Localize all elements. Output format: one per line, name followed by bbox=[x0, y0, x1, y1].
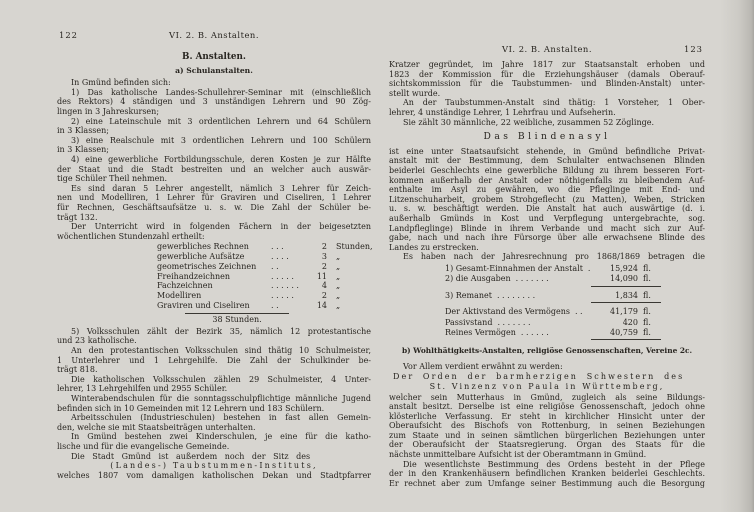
text-line: beiderlei Geschlechts eine gewerbliche Bildung zu ihrem besseren Fort- bbox=[389, 165, 705, 175]
page-header-right bbox=[389, 44, 705, 54]
currency-unit: fl. bbox=[643, 290, 651, 300]
text-line: Es sind daran 5 Lehrer angestellt, nämlich 3 Lehrer für Zeich- bbox=[71, 183, 371, 193]
hours-subject-label: gewerbliche Aufsätze bbox=[157, 252, 245, 262]
dot-leader: . . bbox=[574, 307, 583, 317]
text-line: 2) eine Lateinschule mit 3 ordentlichen Lehrern und 64 Schülern bbox=[71, 116, 371, 126]
currency-unit: fl. bbox=[643, 327, 651, 337]
page-header-left bbox=[57, 30, 371, 40]
finance-table-row bbox=[445, 291, 659, 301]
text-line: Vor Allem verdient erwähnt zu werden: bbox=[403, 361, 563, 371]
spaced-heading: Das Blindenasyl bbox=[483, 131, 611, 143]
text-line: Die katholischen Volksschulen zählen 29 Schulmeister, 4 Unter- bbox=[71, 374, 371, 384]
hours-table-row bbox=[157, 242, 371, 252]
finance-table-row bbox=[445, 318, 659, 328]
text-line: lehrer, 13 Lehrgehilfen und 2955 Schüler. bbox=[57, 384, 228, 394]
text-line: Kratzer gegründet, im Jahre 1817 zur Staatsanstalt erhoben und bbox=[389, 60, 705, 69]
dot-leader: . . . . bbox=[271, 252, 289, 262]
text-line: In Gmünd bestehen zwei Kinderschulen, je eine für die katho- bbox=[71, 432, 371, 442]
text-line: den, welche sie mit Staatsbeiträgen unterhalten. bbox=[57, 422, 256, 432]
page-right bbox=[389, 44, 705, 488]
finance-table-row bbox=[445, 328, 659, 338]
text-line: Winterabendschulen für die sonntagsschulpflichtige männliche Jugend bbox=[71, 394, 371, 404]
page-body-left bbox=[57, 53, 371, 480]
text-line: Es haben nach der Jahresrechnung pro 1868/1869 betragen die bbox=[403, 252, 705, 262]
currency-unit: fl. bbox=[643, 307, 651, 317]
sum-rule bbox=[591, 339, 661, 340]
finance-label: Der Aktivstand des Vermögens bbox=[445, 307, 570, 317]
text-line: des Rektors) 4 ständigen und 3 unständigen Lehrern und 90 Zög- bbox=[57, 97, 371, 107]
finance-table-row bbox=[445, 307, 659, 317]
text-line: kommen außerhalb der Anstalt oder nöthigenfalls zu bleibendem Auf- bbox=[389, 175, 705, 185]
dot-leader: . . . . . bbox=[271, 291, 294, 301]
finance-value: 420 bbox=[622, 317, 638, 327]
text-line: 1823 der Kommission für die Erziehungshäuser (damals Oberauf- bbox=[389, 69, 705, 79]
finance-value: 40,759 bbox=[610, 327, 638, 337]
text-line: gabe, nach und nach ihre Fürsorge über alle erwachsene Blinde des bbox=[389, 233, 705, 243]
finance-label: Reines Vermögen bbox=[445, 327, 516, 337]
text-line: der Oberaufsicht der Staatsregierung. Organ des Staats für die bbox=[389, 440, 705, 450]
text-line: Sie zählt 30 männliche, 22 weibliche, zusammen 52 Zöglinge. bbox=[403, 117, 655, 127]
dot-leader: . bbox=[587, 263, 591, 273]
hours-value: 2 bbox=[321, 291, 327, 301]
currency-unit: fl. bbox=[643, 317, 651, 327]
text-line: In Gmünd befinden sich: bbox=[71, 78, 171, 88]
hours-value: 2 bbox=[321, 242, 327, 252]
text-line: ist eine unter Staatsaufsicht stehende, in Gmünd befindliche Privat- bbox=[389, 146, 705, 156]
text-line: in 3 Klassen; bbox=[57, 145, 109, 155]
hours-table-row bbox=[157, 281, 371, 291]
finance-label: 3) Remanet bbox=[445, 290, 492, 300]
hours-subject-label: Freihandzeichnen bbox=[157, 271, 231, 281]
finance-label: 1) Gesamt-Einnahmen der Anstalt bbox=[445, 263, 583, 273]
text-line: lische und für die evangelische Gemeinde. bbox=[57, 441, 230, 451]
hours-table-row bbox=[157, 272, 371, 282]
section-heading: B. Anstalten. bbox=[182, 52, 246, 62]
dot-leader: . . bbox=[271, 301, 279, 311]
text-line: 4) eine gewerbliche Fortbildungsschule, deren Kosten je zur Hälfte bbox=[71, 154, 371, 164]
hours-total: 38 Stunden. bbox=[212, 314, 262, 324]
dot-leader: . . . . . . bbox=[520, 327, 549, 337]
text-line: wöchentlichen Stundenzahl ertheilt: bbox=[57, 231, 205, 241]
hours-unit: „ bbox=[336, 252, 341, 262]
dot-leader: . . . . . . bbox=[271, 281, 299, 291]
text-line: zum Staate und in seinen sämtlichen bürgerlichen Beziehungen unter bbox=[389, 430, 705, 440]
hours-subject-label: gewerbliches Rechnen bbox=[157, 242, 249, 252]
hours-table-row bbox=[157, 262, 371, 272]
page-left bbox=[57, 30, 371, 480]
dot-leader: . . bbox=[271, 261, 279, 271]
text-line: Er rechnet aber zum Umfange seiner Bestimmung auch die Besorgung bbox=[389, 478, 705, 488]
hours-table-row bbox=[157, 291, 371, 301]
centered-spaced-line: (Landes-) Taubstummen-Instituts, bbox=[110, 461, 318, 471]
hours-value: 2 bbox=[321, 261, 327, 271]
text-line: tige Schüler Theil nehmen. bbox=[57, 174, 168, 184]
text-line: Landpfleglinge) Blinde in ihrem Verbande und macht sich zur Auf- bbox=[389, 223, 705, 233]
page-number-left: 122 bbox=[59, 30, 78, 40]
finance-table-row bbox=[445, 274, 659, 284]
text-line: für Rechnen, Geschäftsaufsätze u. s. w. Die Zahl der Schüler be- bbox=[57, 202, 371, 212]
spaced-line: Der Orden der barmherzigen Schwestern des bbox=[393, 371, 685, 381]
text-line: 5) Volksschulen zählt der Bezirk 35, nämlich 12 protestantische bbox=[71, 326, 371, 336]
dot-leader: . . . . . . . bbox=[497, 317, 531, 327]
text-line: in 3 Klassen; bbox=[57, 126, 109, 136]
currency-unit: fl. bbox=[643, 274, 651, 284]
text-line: welches 1807 vom damaligen katholischen Dekan und Stadtpfarrer bbox=[57, 470, 371, 480]
subsection-heading: a) Schulanstalten. bbox=[175, 65, 253, 75]
spread-line: Die Stadt Gmünd ist außerdem noch der Sitz des bbox=[71, 451, 311, 461]
text-line: anstalt besitzt. Derselbe ist eine religiöse Genossenschaft, jedoch ohne bbox=[389, 402, 705, 412]
text-line: und 23 katholische. bbox=[57, 336, 137, 346]
hours-unit: „ bbox=[336, 291, 341, 301]
text-line: Litzenschuharbeit, grobem Strohgeflecht (zu Matten), Weben, Stricken bbox=[389, 194, 705, 204]
sum-rule bbox=[591, 302, 661, 303]
text-line: An der Taubstummen-Anstalt sind thätig: 1 Vorsteher, 1 Ober- bbox=[403, 98, 705, 108]
text-line: Landes zu erstrecken. bbox=[389, 242, 479, 252]
subsection-heading: b) Wohlthätigkeits-Anstalten, religiöse Genossenschaften, Vereine 2c. bbox=[401, 346, 693, 356]
hours-table-row bbox=[157, 301, 371, 311]
text-line: Arbeitsschulen (Industrieschulen) bestehen in fast allen Gemein- bbox=[71, 413, 371, 423]
hours-subject-label: geometrisches Zeichnen bbox=[157, 261, 257, 271]
text-line: befinden sich in 10 Gemeinden mit 12 Lehrern und 183 Schülern. bbox=[57, 403, 325, 413]
hours-subject-label: Graviren und Ciseliren bbox=[157, 301, 250, 311]
hours-table-row bbox=[157, 252, 371, 262]
finance-value: 15,924 bbox=[610, 263, 638, 273]
hours-unit: „ bbox=[336, 281, 341, 291]
text-line: trägt 132. bbox=[57, 212, 98, 222]
text-line: Oberaufsicht des Bischofs von Rottenburg, in seinen Beziehungen bbox=[389, 421, 705, 431]
text-line: der in den Krankenhäusern befindlichen Kranken beiderlei Geschlechts. bbox=[389, 469, 705, 479]
text-line: Der Unterricht wird in folgenden Fächern in der beigesetzten bbox=[71, 222, 371, 232]
text-line: trägt 818. bbox=[57, 365, 98, 375]
page-number-right: 123 bbox=[684, 44, 703, 54]
text-line: nen und Modelliren, 1 Lehrer für Graviren und Ciseliren, 1 Lehrer bbox=[57, 193, 371, 203]
dot-leader: . . . . . bbox=[271, 271, 294, 281]
finance-table bbox=[445, 264, 659, 340]
finance-value: 41,179 bbox=[610, 307, 638, 317]
text-line: u. s. w. beschäftigt werden. Die Anstalt hat auch auswärtige (d. i. bbox=[389, 204, 705, 214]
text-line: der Staat und die Stadt bestreiten und an welcher auch auswär- bbox=[57, 164, 371, 174]
hours-value: 4 bbox=[321, 281, 327, 291]
text-line: enthalte im Asyl zu gewähren, wo die Pfleglinge mit End- und bbox=[389, 185, 705, 195]
currency-unit: fl. bbox=[643, 263, 651, 273]
text-line: stellt wurde. bbox=[389, 88, 441, 98]
text-line: An den protestantischen Volksschulen sind thätig 10 Schulmeister, bbox=[71, 346, 371, 356]
text-line: sichtskommission für die Taubstummen- und Blinden-Anstalt) unter- bbox=[389, 79, 705, 89]
centered-spaced-line: St. Vinzenz von Paula in Württemberg, bbox=[429, 382, 665, 391]
finance-label: 2) die Ausgaben bbox=[445, 274, 511, 284]
text-line: außerhalb Gmünds in Kost und Verpflegung untergebrachte, sog. bbox=[389, 213, 705, 223]
page-body-right bbox=[389, 60, 705, 488]
hours-unit: „ bbox=[336, 301, 341, 311]
text-line: 3) eine Realschule mit 3 ordentlichen Lehrern und 100 Schülern bbox=[71, 135, 371, 145]
text-line: Die wesentlichste Bestimmung des Ordens besteht in der Pflege bbox=[403, 459, 705, 469]
sum-rule bbox=[591, 286, 661, 287]
text-line: anstalt mit der Bestimmung, dem Schulalter entwachsenen Blinden bbox=[389, 156, 705, 166]
running-header-right: VI. 2. B. Anstalten. bbox=[502, 44, 592, 54]
text-line: nächste unmittelbare Aufsicht ist der Oberamtmann in Gmünd. bbox=[389, 450, 647, 460]
hours-value: 11 bbox=[316, 271, 327, 281]
finance-value: 14,090 bbox=[610, 274, 638, 284]
finance-label: Passivstand bbox=[445, 317, 493, 327]
hours-subject-label: Modelliren bbox=[157, 291, 202, 301]
hours-unit: „ bbox=[336, 271, 341, 281]
hours-value: 14 bbox=[316, 301, 327, 311]
finance-value: 1,834 bbox=[615, 290, 638, 300]
text-line: welcher sein Mutterhaus in Gmünd, zugleich als seine Bildungs- bbox=[389, 392, 705, 402]
finance-table-row bbox=[445, 264, 659, 274]
text-line: 1 Unterlehrer und 1 Lehrgehilfe. Die Zahl der Schulkinder be- bbox=[57, 355, 371, 365]
hours-table bbox=[157, 242, 371, 325]
text-line: klösterliche Verfassung. Er steht in kirchlicher Hinsicht unter der bbox=[389, 411, 705, 421]
hours-value: 3 bbox=[321, 252, 327, 262]
text-line: lingen in 3 Jahreskursen; bbox=[57, 106, 160, 116]
dot-leader: . . . . . . . bbox=[515, 274, 549, 284]
text-line: lehrer, 4 unständige Lehrer, 1 Lehrfrau und Aufseherin. bbox=[389, 107, 616, 117]
hours-subject-label: Fachzeichnen bbox=[157, 281, 213, 291]
dot-leader: . . . bbox=[271, 242, 284, 252]
text-line: 1) Das katholische Landes-Schullehrer-Seminar mit (einschließlich bbox=[71, 87, 371, 97]
running-header-left: VI. 2. B. Anstalten. bbox=[169, 30, 259, 40]
hours-unit: Stunden, bbox=[336, 242, 373, 252]
hours-unit: „ bbox=[336, 261, 341, 271]
dot-leader: . . . . . . . . bbox=[496, 290, 536, 300]
